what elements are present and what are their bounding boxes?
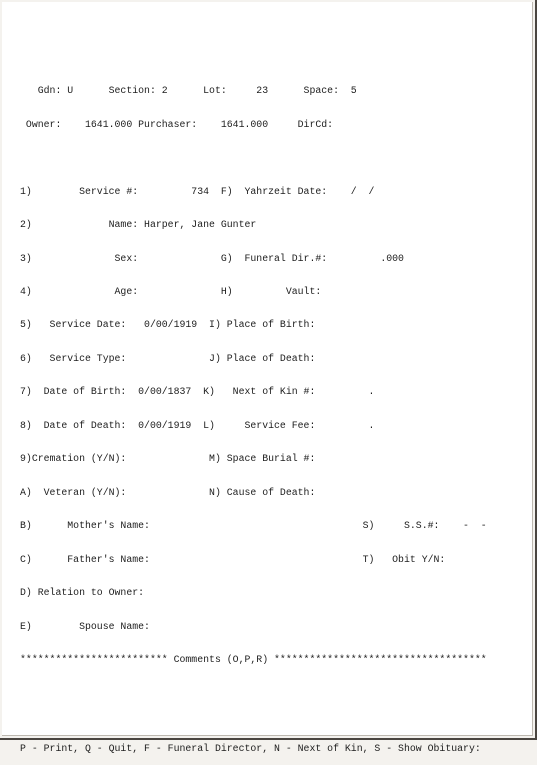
blank-line [20, 687, 487, 698]
field-line-a: A) Veteran (Y/N): N) Cause of Death: [20, 486, 316, 498]
header-owner-line: Owner: 1641.000 Purchaser: 1641.000 DirCd: [20, 118, 334, 130]
field-line-6: 6) Service Type: J) Place of Death: [20, 352, 316, 364]
field-line-4: 4) Age: H) Vault: [20, 286, 322, 298]
field-line-2: 2) Name: Harper, Jane Gunter [20, 219, 257, 231]
menu-prompt[interactable]: P - Print, Q - Quit, F - Funeral Director, N - Next of Kin, S - Show Obituary: [20, 742, 481, 754]
field-line-d: D) Relation to Owner: [20, 587, 145, 599]
header-location-line: Gdn: U Section: 2 Lot: 23 Space: 5 [20, 85, 357, 97]
field-line-b: B) Mother's Name: S) S.S.#: - - [20, 520, 487, 532]
field-line-3: 3) Sex: G) Funeral Dir.#: .000 [20, 252, 404, 264]
comments-separator: ************************* Comments (O,P,R) ************************************ [20, 654, 487, 666]
blank-line [20, 152, 487, 163]
field-line-5: 5) Service Date: 0/00/1919 I) Place of Birth: [20, 319, 316, 331]
field-line-c: C) Father's Name: T) Obit Y/N: [20, 553, 446, 565]
field-line-9: 9)Cremation (Y/N): M) Space Burial #: [20, 453, 316, 465]
field-line-e: E) Spouse Name: [20, 620, 150, 632]
field-line-8: 8) Date of Death: 0/00/1919 L) Service Fee: . [20, 419, 375, 431]
field-line-1: 1) Service #: 734 F) Yahrzeit Date: / / [20, 185, 375, 197]
field-line-7: 7) Date of Birth: 0/00/1837 K) Next of Kin #: . [20, 386, 375, 398]
terminal-screen [20, 63, 487, 765]
